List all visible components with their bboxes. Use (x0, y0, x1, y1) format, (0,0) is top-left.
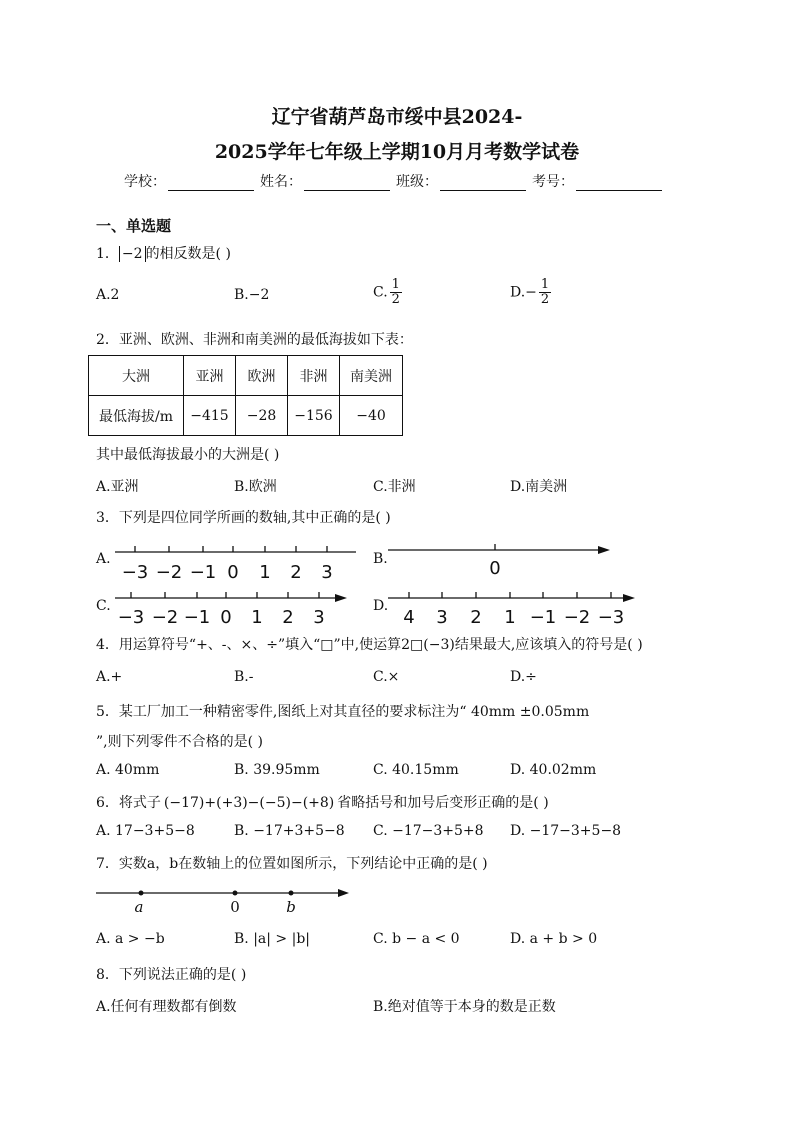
q4-text: 4．用运算符号“+、-、×、÷”填入“□”中,使运算 (96, 637, 402, 653)
q1-c-denominator: 2 (391, 292, 400, 307)
tick-label: −3 (121, 562, 149, 583)
question-5-cont: ”,则下列零件不合格的是( ) (96, 734, 263, 750)
q1-option-c[interactable] (373, 278, 402, 307)
tick-label: −2 (155, 562, 183, 583)
axis-a-ticks (135, 546, 327, 552)
q1-option-a[interactable]: A.2 (96, 287, 120, 303)
question-7: 7．实数a，b在数轴上的位置如图所示，下列结论中正确的是( ) (96, 856, 488, 872)
table-cell: −415 (184, 396, 236, 436)
class-blank[interactable] (440, 176, 526, 191)
q1-c-numerator: 1 (391, 277, 400, 292)
q1-d-fraction (539, 278, 551, 307)
axis-d-ticks (409, 592, 611, 598)
q1-c-prefix: C. (373, 284, 388, 301)
tick-label: 1 (259, 562, 271, 583)
tick-label: 3 (313, 607, 325, 628)
q1-d-denominator: 2 (540, 292, 550, 307)
q4-option-a[interactable]: A.+ (96, 669, 123, 685)
school-blank[interactable] (168, 176, 254, 191)
table-cell: 亚洲 (184, 356, 236, 396)
q5-option-c[interactable]: C. 40.15mm (373, 762, 459, 778)
title-line-2: 2025学年七年级上学期10月月考数学试卷 (214, 141, 580, 163)
q5-option-b[interactable]: B. 39.95mm (234, 762, 320, 778)
q1-d-numerator: 1 (540, 277, 550, 292)
tick-label: 3 (436, 607, 448, 628)
q2-option-d[interactable]: D.南美洲 (510, 479, 568, 495)
table-cell: −40 (340, 396, 403, 436)
point-a (139, 891, 144, 896)
tick-label: −2 (563, 607, 591, 628)
q6-option-b[interactable]: B. −17+3+5−8 (234, 823, 345, 839)
tick-label: 3 (321, 562, 333, 583)
question-8: 8．下列说法正确的是( ) (96, 967, 247, 983)
q5-option-d[interactable]: D. 40.02mm (510, 762, 597, 778)
tick-label: 0 (489, 558, 501, 579)
q1-abs-value: −2 (119, 246, 146, 262)
question-1 (96, 243, 231, 263)
q3-option-c-label[interactable]: C. (96, 598, 111, 614)
q8-option-a[interactable]: A.任何有理数都有倒数 (96, 999, 237, 1015)
q1-number: 1． (96, 246, 119, 262)
table-cell: 最低海拔/m (89, 396, 184, 436)
q6-option-c[interactable]: C. −17−3+5+8 (373, 823, 484, 839)
axis-c-ticks (131, 592, 319, 598)
q7-option-b[interactable]: B. |a| > |b| (234, 931, 310, 947)
q7-option-c[interactable]: C. b − a < 0 (373, 931, 460, 947)
q8-option-b[interactable]: B.绝对值等于本身的数是正数 (373, 999, 556, 1015)
tick-label: −3 (117, 607, 145, 628)
q7-number-line (94, 880, 354, 916)
section-heading: 一、单选题 (96, 217, 172, 235)
tick-label: 2 (470, 607, 482, 628)
arrow-right-icon (338, 889, 349, 897)
q1-option-b[interactable]: B.−2 (234, 287, 270, 303)
question-6 (96, 792, 549, 812)
tick-label: 4 (403, 607, 415, 628)
tick-label: −3 (597, 607, 625, 628)
q2-follow-text: 其中最低海拔最小的大洲是( ) (96, 447, 280, 463)
table-cell: −28 (236, 396, 288, 436)
name-blank[interactable] (304, 176, 390, 191)
point-label-b: b (286, 898, 296, 916)
q1-c-fraction (390, 278, 402, 307)
table-cell: 南美洲 (340, 356, 403, 396)
title-line-1: 辽宁省葫芦岛市绥中县2024- (271, 106, 523, 128)
question-5: 5．某工厂加工一种精密零件,图纸上对其直径的要求标注为“ 40mm ±0.05mm (96, 704, 590, 720)
point-zero (233, 891, 238, 896)
point-label-a: a (134, 898, 144, 916)
arrow-right-icon (335, 594, 347, 602)
altitude-table (88, 355, 403, 436)
q7-option-d[interactable]: D. a + b > 0 (510, 931, 598, 947)
q6-number: 6．将式子 (96, 795, 161, 811)
table-row (89, 396, 403, 436)
table-cell: 大洲 (89, 356, 184, 396)
q3-option-b-label[interactable]: B. (373, 551, 388, 567)
point-b (289, 891, 294, 896)
class-label: 班级： (396, 174, 438, 190)
arrow-right-icon (598, 546, 610, 554)
name-label: 姓名： (260, 174, 302, 190)
q6-text: 省略括号和加号后变形正确的是( ) (337, 795, 549, 811)
table-cell: −156 (288, 396, 340, 436)
exam-no-blank[interactable] (576, 176, 662, 191)
q4-expression: 2□(−3) (401, 637, 455, 653)
tick-label: 0 (220, 607, 232, 628)
q1-d-prefix: D.− (510, 284, 537, 301)
q3-axis-c (110, 584, 355, 632)
table-cell: 欧洲 (236, 356, 288, 396)
table-cell: 非洲 (288, 356, 340, 396)
q6-option-d[interactable]: D. −17−3+5−8 (510, 823, 622, 839)
question-4 (96, 634, 643, 654)
q2-option-a[interactable]: A.亚洲 (96, 479, 139, 495)
tick-label: 1 (251, 607, 263, 628)
table-header-row (89, 356, 403, 396)
q4-option-c[interactable]: C.× (373, 669, 400, 685)
q3-axis-d (385, 584, 640, 632)
tick-label: −1 (529, 607, 557, 628)
tick-label: −2 (151, 607, 179, 628)
tick-label: −1 (183, 607, 211, 628)
q2-option-c[interactable]: C.非洲 (373, 479, 416, 495)
arrow-right-icon (623, 594, 635, 602)
q2-option-b[interactable]: B.欧洲 (234, 479, 277, 495)
q4-option-b[interactable]: B.- (234, 669, 254, 685)
q1-text: 的相反数是( ) (145, 246, 231, 262)
tick-label: 2 (290, 562, 302, 583)
q3-option-a-label[interactable]: A. (96, 551, 111, 567)
tick-label: 1 (504, 607, 516, 628)
question-2: 2．亚洲、欧洲、非洲和南美洲的最低海拔如下表： (96, 332, 413, 348)
q7-option-a[interactable]: A. a > −b (96, 931, 165, 947)
point-label-zero: 0 (230, 898, 240, 916)
q4-option-d[interactable]: D.÷ (510, 669, 537, 685)
tick-label: 0 (227, 562, 239, 583)
q1-option-d[interactable] (510, 278, 551, 307)
school-label: 学校： (124, 174, 166, 190)
info-line (124, 171, 668, 191)
q3-option-d-label[interactable]: D. (373, 598, 389, 614)
exam-no-label: 考号： (532, 174, 574, 190)
q3-axis-a (110, 536, 370, 586)
q4-text-2: 结果最大,应该填入的符号是( ) (454, 637, 643, 653)
tick-label: −1 (189, 562, 217, 583)
question-3: 3．下列是四位同学所画的数轴,其中正确的是( ) (96, 510, 391, 526)
q6-option-a[interactable]: A. 17−3+5−8 (96, 823, 195, 839)
q5-option-a[interactable]: A. 40mm (96, 762, 160, 778)
q6-expression: (−17)+(+3)−(−5)−(+8) (163, 795, 335, 811)
tick-label: 2 (282, 607, 294, 628)
q3-axis-b (385, 536, 615, 586)
